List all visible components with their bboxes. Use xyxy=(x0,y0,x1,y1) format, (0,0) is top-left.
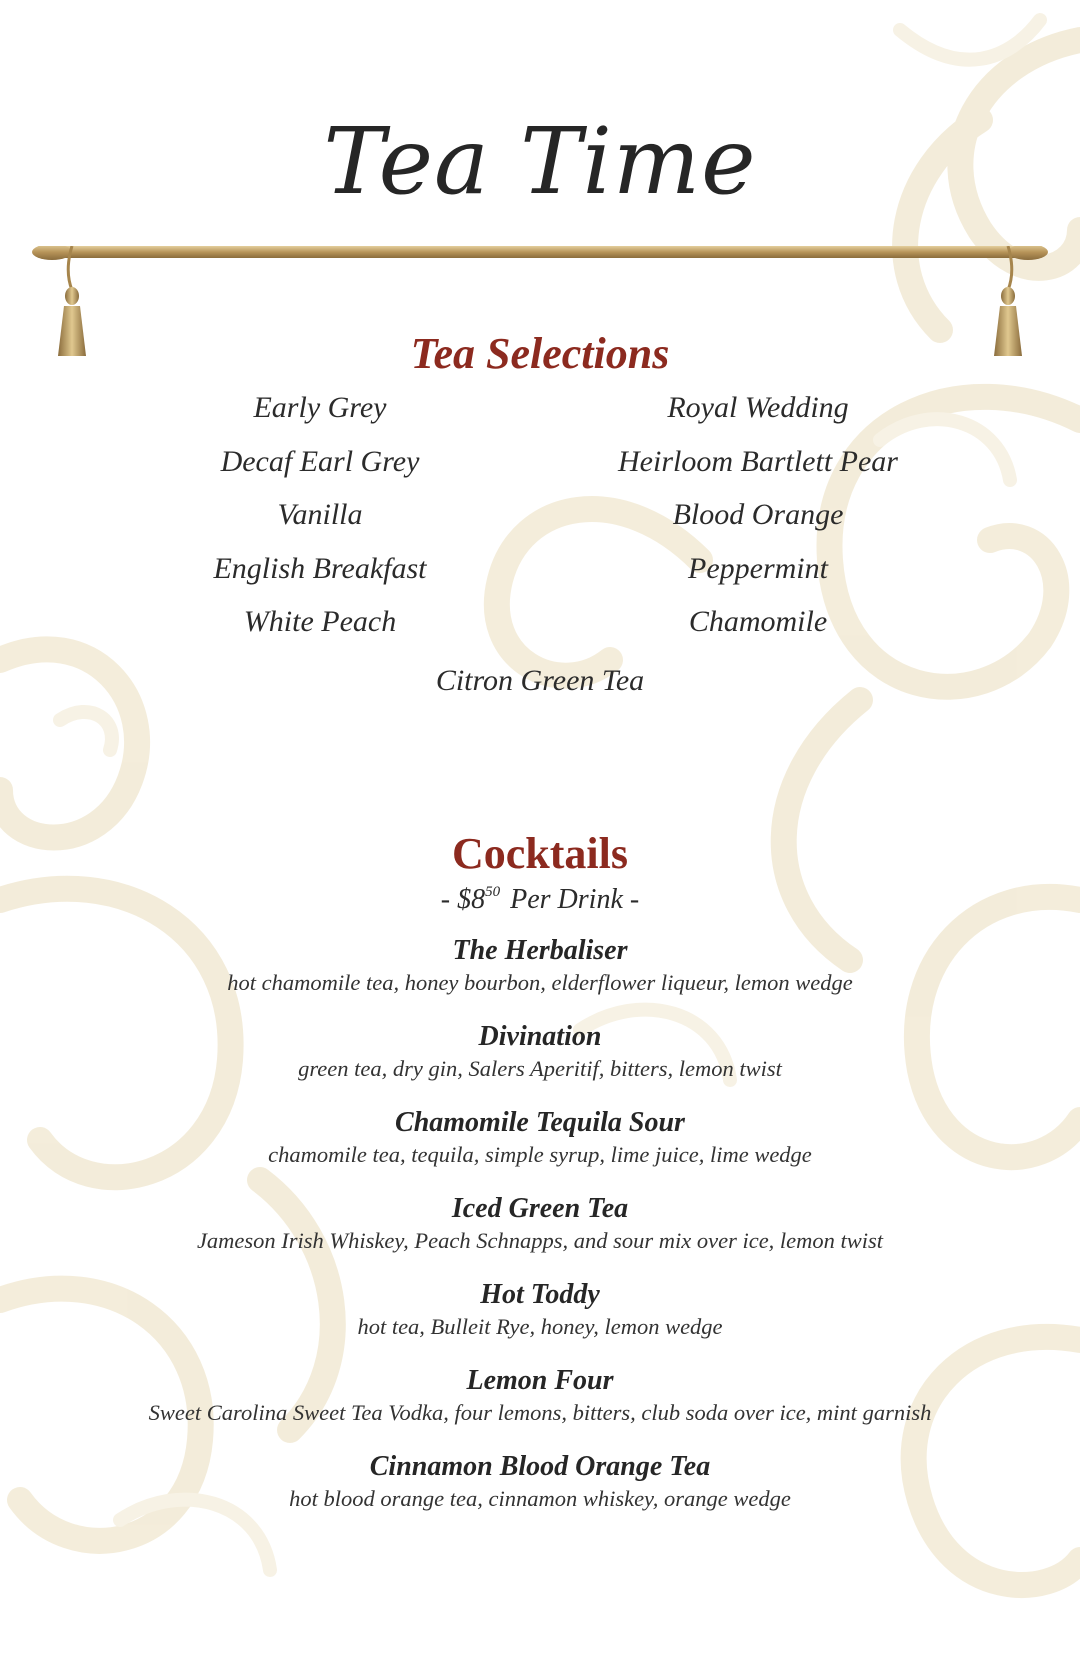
price-prefix: - $8 xyxy=(440,884,486,915)
cocktail-item xyxy=(0,1106,1080,1192)
cocktail-name: Lemon Four xyxy=(466,1365,614,1396)
tea-item: Early Grey xyxy=(253,391,387,424)
tea-item-center: Citron Green Tea xyxy=(435,664,645,697)
cocktails-heading: Cocktails xyxy=(452,829,628,878)
cocktail-item xyxy=(0,1450,1080,1536)
cocktail-description: hot chamomile tea, honey bourbon, elderflower liqueur, lemon wedge xyxy=(227,970,853,995)
tea-item: Chamomile xyxy=(688,605,828,638)
cocktail-item xyxy=(0,1192,1080,1278)
tea-item: Decaf Earl Grey xyxy=(220,444,420,478)
cocktail-name: Chamomile Tequila Sour xyxy=(395,1107,685,1138)
tea-list-right xyxy=(538,390,978,658)
cocktail-description: chamomile tea, tequila, simple syrup, lime juice, lime wedge xyxy=(268,1142,812,1167)
cocktail-description: hot tea, Bulleit Rye, honey, lemon wedge xyxy=(357,1314,723,1339)
tea-item: Peppermint xyxy=(688,551,828,585)
tea-item: English Breakfast xyxy=(213,551,427,585)
cocktail-name: Iced Green Tea xyxy=(451,1193,629,1224)
tea-item: Blood Orange xyxy=(672,498,844,531)
tea-item: Vanilla xyxy=(277,498,363,531)
cocktail-item xyxy=(0,934,1080,1020)
tea-selections-heading: Tea Selections xyxy=(410,329,670,378)
cocktail-description: Jameson Irish Whiskey, Peach Schnapps, and sour mix over ice, lemon twist xyxy=(196,1228,884,1253)
cocktail-description: Sweet Carolina Sweet Tea Vodka, four lemons, bitters, club soda over ice, mint garnish xyxy=(148,1400,932,1425)
cocktail-item xyxy=(0,1364,1080,1450)
cocktail-description: hot blood orange tea, cinnamon whiskey, orange wedge xyxy=(289,1486,791,1511)
tea-list-left xyxy=(100,390,540,658)
tea-item: Royal Wedding xyxy=(667,391,849,424)
tea-item: Heirloom Bartlett Pear xyxy=(618,444,898,478)
page-title: Tea Time xyxy=(323,108,757,215)
price-suffix: Per Drink - xyxy=(510,884,640,915)
tea-item: White Peach xyxy=(243,605,397,638)
cocktail-item xyxy=(0,1020,1080,1106)
price-cents: 50 xyxy=(485,884,501,900)
cocktail-name: Hot Toddy xyxy=(480,1279,600,1310)
cocktail-item xyxy=(0,1278,1080,1364)
price-line xyxy=(0,884,1080,916)
cocktail-name: Divination xyxy=(478,1021,602,1052)
cocktail-name: The Herbaliser xyxy=(452,935,628,966)
cocktail-list xyxy=(0,934,1080,1536)
cocktail-name: Cinnamon Blood Orange Tea xyxy=(369,1451,711,1482)
cocktail-description: green tea, dry gin, Salers Aperitif, bitters, lemon twist xyxy=(298,1056,782,1081)
